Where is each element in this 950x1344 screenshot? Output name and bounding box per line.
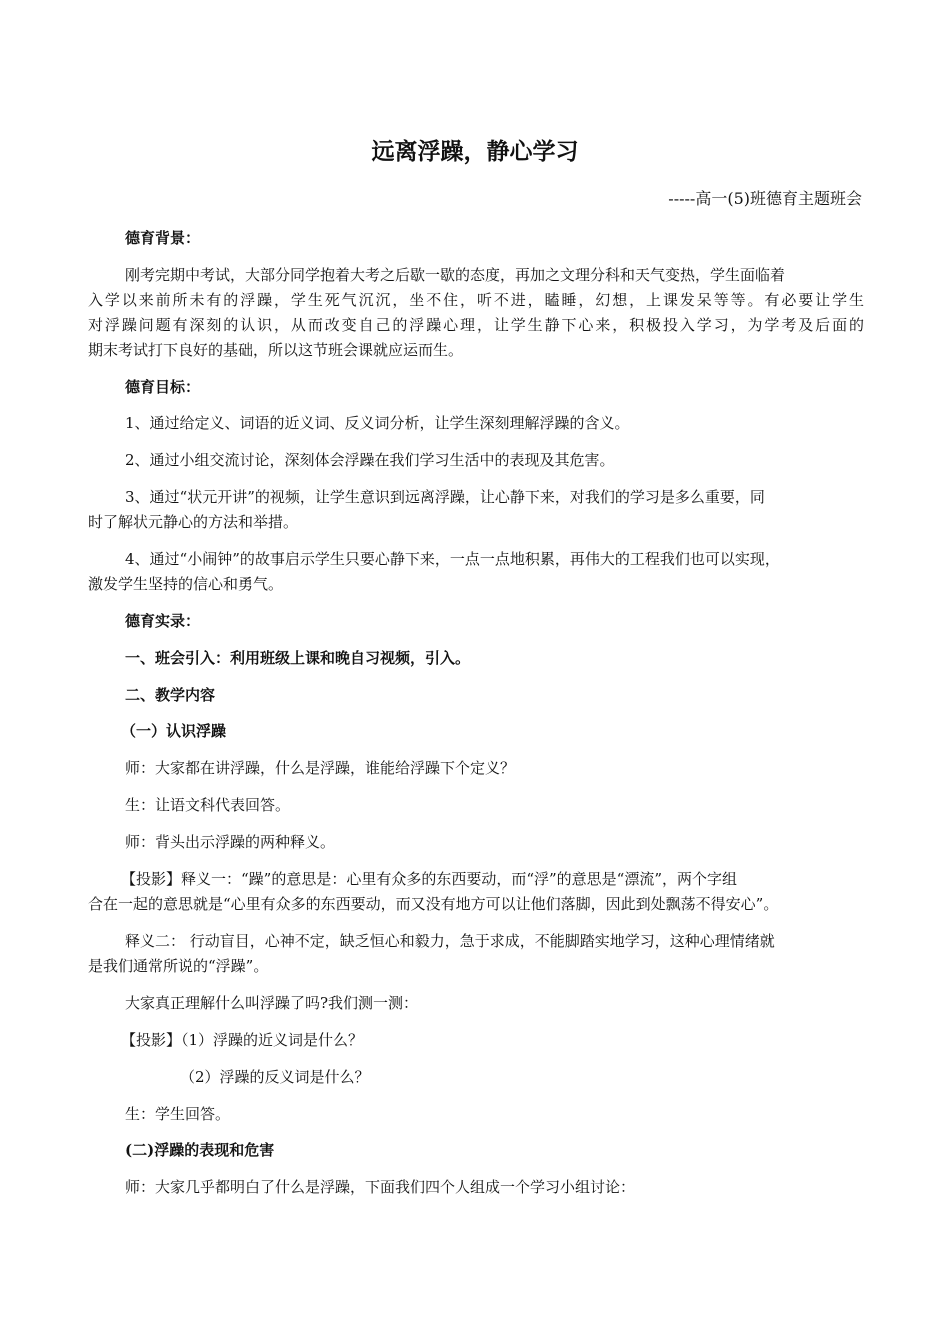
- background-line-3: 对浮躁问题有深刻的认识，从而改变自己的浮躁心理，让学生静下心来，积极投入学习，为学考及后面的: [88, 316, 864, 334]
- subsection-2-heading: (二)浮躁的表现和危害: [125, 1141, 275, 1159]
- goal-4-line-1: 4、通过“小闹钟”的故事启示学生只要心静下来，一点一点地积累，再伟大的工程我们也可以实现，: [125, 550, 780, 568]
- teacher-line-1: 师：大家都在讲浮躁，什么是浮躁，谁能给浮躁下个定义？: [125, 759, 516, 777]
- projection-2-line-1: 释义二： 行动盲目，心神不定，缺乏恒心和毅力，急于求成，不能脚踏实地学习，这种心理情绪就: [125, 932, 775, 950]
- student-line-2: 生：学生回答。: [125, 1105, 231, 1123]
- background-line-4: 期末考试打下良好的基础，所以这节班会课就应运而生。: [88, 341, 464, 359]
- projection-question-1: 【投影】（1）浮躁的近义词是什么？: [121, 1031, 364, 1049]
- quiz-intro: 大家真正理解什么叫浮躁了吗?我们测一测：: [125, 994, 419, 1012]
- document-title: 远离浮躁，静心学习: [371, 138, 579, 165]
- projection-2-line-2: 是我们通常所说的“浮躁”。: [88, 957, 269, 975]
- goal-4-line-2: 激发学生坚持的信心和勇气。: [88, 575, 284, 593]
- section-1-heading: 一、班会引入：利用班级上课和晚自习视频，引入。: [125, 649, 471, 667]
- goal-1: 1、通过给定义、词语的近义词、反义词分析，让学生深刻理解浮躁的含义。: [125, 414, 630, 432]
- goal-3-line-2: 时了解状元静心的方法和举措。: [88, 513, 299, 531]
- student-line-1: 生：让语文科代表回答。: [125, 796, 291, 814]
- teacher-line-2: 师：背头出示浮躁的两种释义。: [125, 833, 336, 851]
- background-heading: 德育背景：: [125, 229, 201, 247]
- teacher-line-3: 师：大家几乎都明白了什么是浮躁，下面我们四个人组成一个学习小组讨论：: [125, 1178, 636, 1196]
- goal-3-line-1: 3、通过“状元开讲”的视频，让学生意识到远离浮躁，让心静下来，对我们的学习是多么重要，同: [125, 488, 765, 506]
- background-line-1: 刚考完期中考试，大部分同学抱着大考之后歇一歇的态度，再加之文理分科和天气变热，学生面临着: [125, 266, 786, 284]
- document-subtitle: -----高一(5)班德育主题班会: [668, 189, 862, 208]
- projection-1-line-1: 【投影】释义一：“躁”的意思是：心里有众多的东西要动，而“浮”的意思是“漂流”，两个字组: [121, 870, 738, 888]
- section-2-heading: 二、教学内容: [125, 686, 216, 704]
- projection-1-line-2: 合在一起的意思就是“心里有众多的东西要动，而又没有地方可以让他们落脚，因此到处飘荡不得安心”。: [88, 895, 779, 913]
- background-line-2: 入学以来前所未有的浮躁，学生死气沉沉，坐不住，听不进，瞌睡，幻想，上课发呆等等。有必要让学生: [88, 291, 864, 309]
- record-heading: 德育实录：: [125, 612, 201, 630]
- goal-heading: 德育目标：: [125, 378, 201, 396]
- goal-2: 2、通过小组交流讨论，深刻体会浮躁在我们学习生活中的表现及其危害。: [125, 451, 615, 469]
- subsection-1-heading: （一）认识浮躁: [121, 722, 227, 740]
- projection-question-2: （2）浮躁的反义词是什么？: [180, 1068, 370, 1086]
